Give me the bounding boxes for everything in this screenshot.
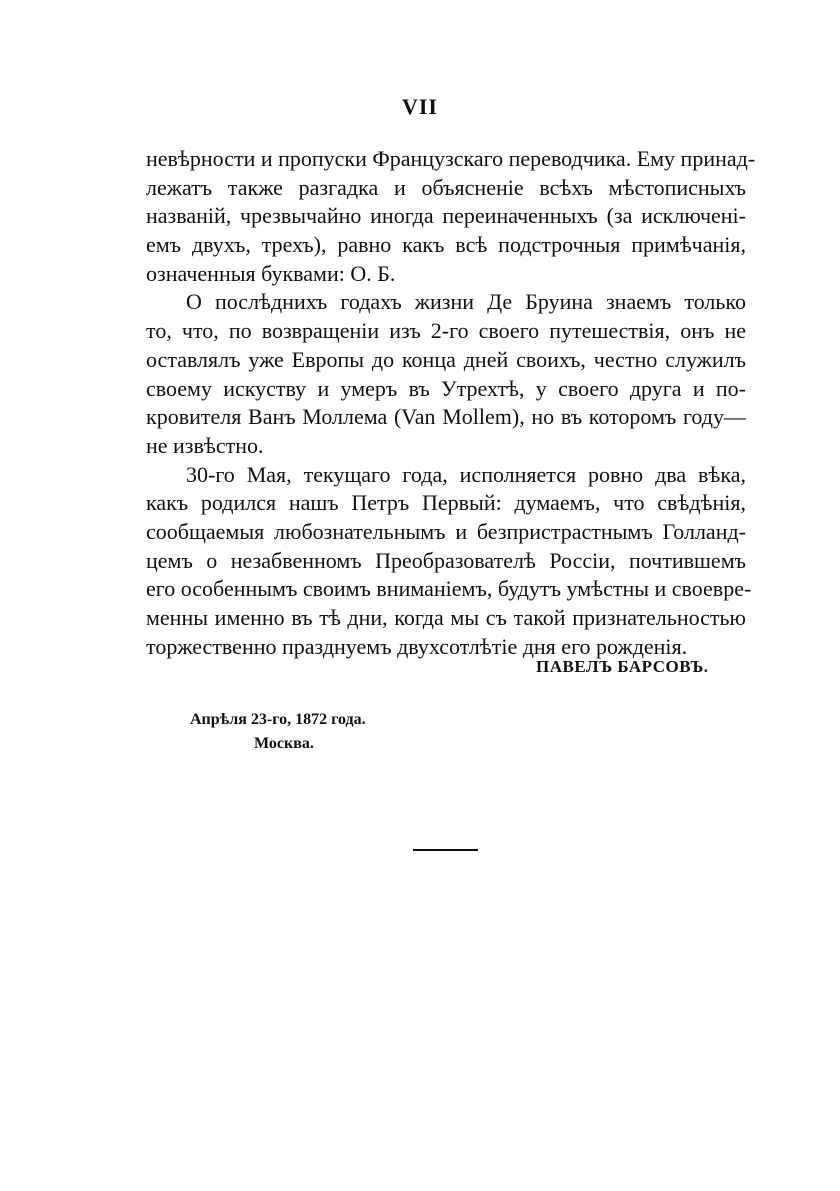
place-text: Москва. — [254, 735, 314, 752]
text-line: лежатъ также разгадка и объясненіе всѣхъ мѣстописныхъ — [146, 174, 746, 200]
text-line: сообщаемыя любознательнымъ и безпристрастнымъ Голланд- — [146, 518, 746, 544]
text-line: оставлялъ уже Европы до конца дней своихъ, честно служилъ — [146, 346, 746, 372]
text-line: емъ двухъ, трехъ), равно какъ всѣ подстрочныя примѣчанія, — [146, 232, 746, 258]
text-line: какъ родился нашъ Петръ Первый: думаемъ, что свѣдѣнія, — [146, 490, 746, 516]
text-line: его особеннымъ своимъ вниманіемъ, будутъ умѣстны и своевре- — [146, 576, 752, 602]
text-line: названій, чрезвычайно иногда переиначенныхъ (за исключені- — [146, 203, 746, 229]
closing-rule — [413, 849, 478, 851]
text-line: не извѣстно. — [146, 432, 264, 458]
text-line: торжественно празднуемъ двухсотлѣтіе дня его рожденія. — [146, 633, 688, 659]
body-text — [146, 145, 756, 661]
text-line: означенныя буквами: О. Б. — [146, 260, 396, 286]
text-line: 30-го Мая, текущаго года, исполняется ровно два вѣка, — [186, 461, 746, 487]
text-line: цемъ о незабвенномъ Преобразователѣ Россіи, почтившемъ — [146, 547, 746, 573]
text-line: то, что, по возвращеніи изъ 2-го своего путешествія, онъ не — [146, 318, 746, 344]
text-line: О послѣднихъ годахъ жизни Де Бруина знаемъ только — [186, 289, 746, 315]
page-number: VII — [401, 94, 438, 119]
date-text: Апрѣля 23-го, 1872 года. — [190, 711, 366, 728]
dateline — [190, 708, 366, 756]
text-line: невѣрности и пропуски Французскаго переводчика. Ему принад- — [146, 146, 756, 171]
text-line: менны именно въ тѣ дни, когда мы съ такой признательностью — [146, 605, 746, 630]
text-line: кровителя Ванъ Моллема (Van Mollem), но въ которомъ году— — [146, 404, 746, 430]
text-line: своему искуству и умеръ въ Утрехтѣ, у своего друга и по- — [146, 375, 746, 401]
author-signature: ПАВЕЛЪ БАРСОВЪ. — [536, 657, 709, 676]
